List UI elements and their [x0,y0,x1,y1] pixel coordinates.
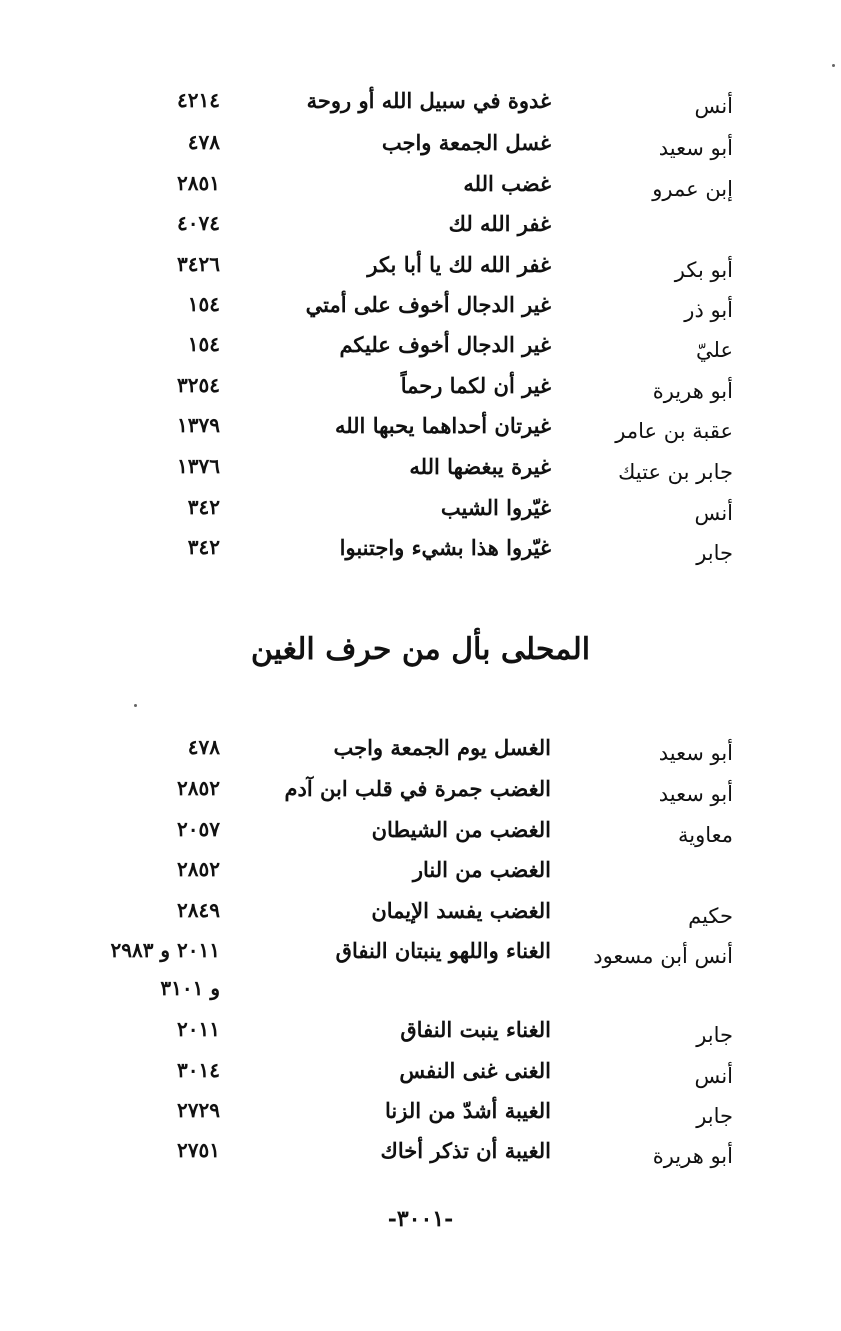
list-item [0,88,841,128]
hadith-text: الغضب يفسد الإيمان [371,898,551,923]
list-item [0,1058,841,1098]
narrator: أبو هريرة [652,379,733,403]
list-item [0,454,841,494]
reference-number: ٢٠١١ و ٢٩٨٣ [110,938,220,962]
narrator: أنس [694,501,733,525]
reference-number: ٣٤٢٦ [177,252,220,276]
narrator: أبو سعيد [658,136,733,160]
hadith-text: غير الدجال أخوف على أمتي [305,292,551,317]
narrator: حكيم [688,904,733,928]
hadith-text: غيّروا الشيب [440,495,551,520]
narrator: جابر [696,541,733,565]
hadith-text: الغيبة أشدّ من الزنا [385,1098,551,1123]
hadith-text: الغيبة أن تذكر أخاك [380,1138,551,1163]
reference-number: ٢٨٥٢ [177,857,220,881]
list-item [0,817,841,857]
section-heading: المحلى بأل من حرف الغين [250,632,591,667]
hadith-text: غيرة يبغضها الله [409,454,551,479]
reference-number: ٤٠٧٤ [177,211,220,235]
narrator: عليّ [696,338,733,362]
narrator: إبن عمرو [652,177,733,201]
narrator: معاوية [677,823,733,847]
hadith-text: غسل الجمعة واجب [381,130,551,155]
list-item [0,332,841,372]
list-item [0,776,841,816]
list-item [0,1017,841,1057]
narrator: أنس أبن مسعود [593,944,733,968]
list-item [0,535,841,575]
list-item [0,938,841,978]
hadith-text: غير الدجال أخوف عليكم [339,332,551,357]
list-item [0,1098,841,1138]
narrator: أبو سعيد [658,741,733,765]
hadith-text: الغسل يوم الجمعة واجب [333,735,551,760]
reference-number: ٣٢٥٤ [177,373,220,397]
narrator: جابر [696,1104,733,1128]
hadith-text: غيرتان أحداهما يحبها الله [334,413,551,438]
reference-number: ٢٧٥١ [177,1138,220,1162]
reference-number: ٣٠١٤ [177,1058,220,1082]
reference-number-continued: و ٣١٠١ [160,976,220,1000]
reference-number: ١٥٤ [187,332,220,356]
hadith-text: الغناء واللهو ينبتان النفاق [335,938,551,963]
reference-number: ١٣٧٦ [177,454,220,478]
narrator: أبو هريرة [652,1144,733,1168]
hadith-text: غفر الله لك [448,211,551,236]
reference-number: ٣٤٢ [187,495,220,519]
list-item [0,735,841,775]
list-item-continuation [0,976,841,1016]
hadith-text: غير أن لكما رحماً [400,373,551,398]
narrator: عقبة بن عامر [615,419,733,443]
hadith-text: الغنى غنى النفس [399,1058,551,1083]
narrator: جابر [696,1023,733,1047]
reference-number: ٢٠٥٧ [177,817,220,841]
list-item [0,292,841,332]
scan-speck [134,704,137,707]
page-number: -٣٠٠١- [387,1206,454,1232]
hadith-text: الغضب جمرة في قلب ابن آدم [284,776,551,801]
reference-number: ١٣٧٩ [177,413,220,437]
reference-number: ١٥٤ [187,292,220,316]
list-item [0,857,841,897]
reference-number: ٢٨٤٩ [177,898,220,922]
list-item [0,413,841,453]
scan-speck [832,64,835,67]
list-item [0,1138,841,1178]
list-item [0,495,841,535]
reference-number: ٢٠١١ [177,1017,220,1041]
list-item [0,171,841,211]
hadith-text: غدوة في سبيل الله أو روحة [306,88,551,113]
reference-number: ٣٤٢ [187,535,220,559]
hadith-text: الغضب من الشيطان [371,817,551,842]
narrator: أبو بكر [674,258,733,282]
narrator: أنس [694,1064,733,1088]
reference-number: ٢٨٥١ [177,171,220,195]
narrator: أبو سعيد [658,782,733,806]
hadith-text: غيّروا هذا بشيء واجتنبوا [339,535,551,560]
hadith-text: غفر الله لك يا أبا بكر [367,252,551,277]
reference-number: ٤٢١٤ [177,88,220,112]
narrator: أبو ذر [684,298,733,322]
list-item [0,373,841,413]
list-item [0,252,841,292]
narrator: جابر بن عتيك [618,460,733,484]
list-item [0,211,841,251]
list-item [0,130,841,170]
reference-number: ٢٧٢٩ [177,1098,220,1122]
reference-number: ٤٧٨ [187,130,220,154]
narrator: أنس [694,94,733,118]
reference-number: ٤٧٨ [187,735,220,759]
reference-number: ٢٨٥٢ [177,776,220,800]
hadith-text: الغناء ينبت النفاق [400,1017,551,1042]
hadith-text: غضب الله [463,171,551,196]
list-item [0,898,841,938]
hadith-text: الغضب من النار [412,857,551,882]
